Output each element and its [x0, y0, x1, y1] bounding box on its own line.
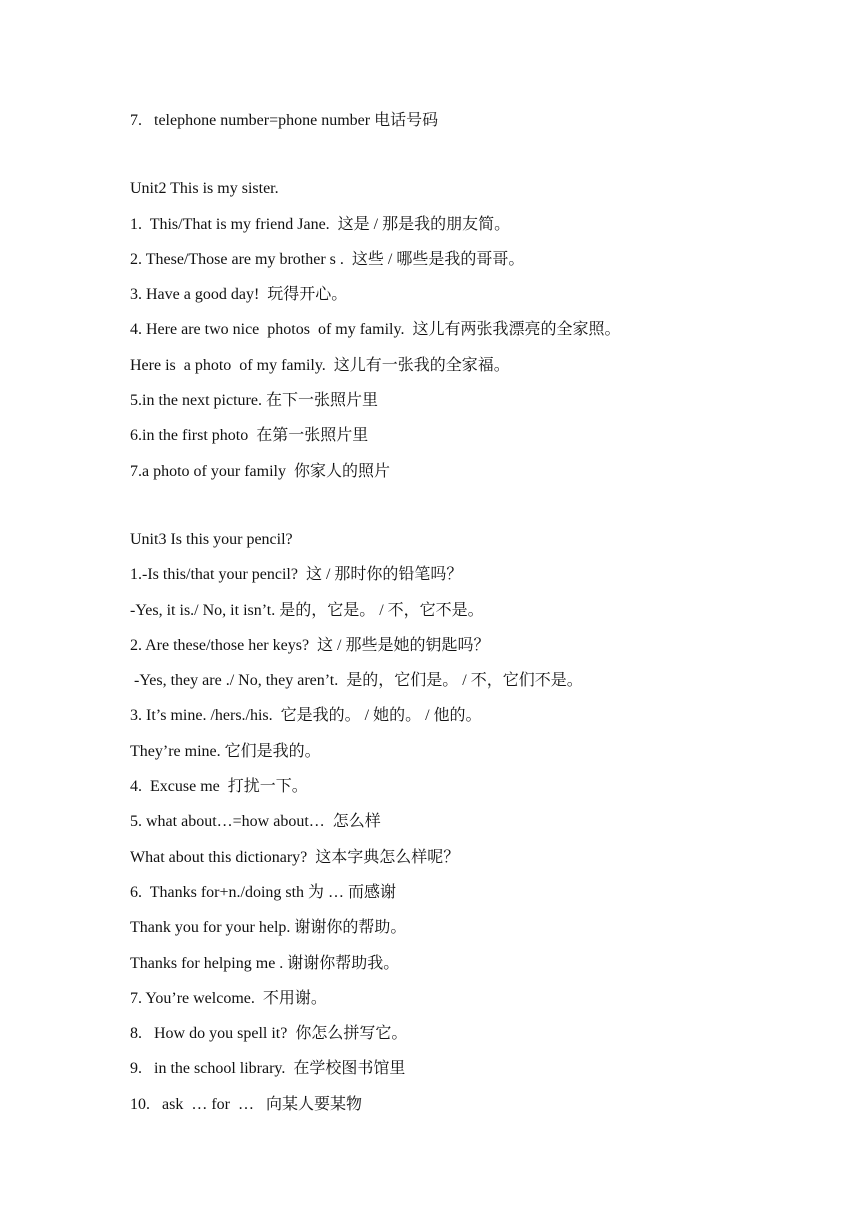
- unit3-item-3-example: They’re mine. 它们是我的。: [130, 742, 321, 760]
- paragraph-spacer: [130, 138, 810, 171]
- unit2-item-1: 1. This/That is my friend Jane. 这是 / 那是我的朋友简。: [130, 215, 511, 233]
- unit1-item-7: 7. telephone number=phone number 电话号码: [130, 112, 439, 129]
- unit2-item-4: 4. Here are two nice photos of my family. 这儿有两张我漂亮的全家照。: [130, 321, 621, 339]
- unit3-item-5: 5. what about…=how about… 怎么样: [130, 813, 381, 831]
- unit3-item-1: 1.-Is this/that your pencil? 这 / 那时你的铅笔吗？: [130, 566, 463, 584]
- unit2-item-7: 7.a photo of your family 你家人的照片: [130, 462, 390, 480]
- document-body: [130, 103, 810, 1122]
- unit3-heading: Unit3 Is this your pencil?: [130, 530, 293, 548]
- unit3-item-6-example-1: Thank you for your help. 谢谢你的帮助。: [130, 919, 407, 937]
- unit2-item-5: 5.in the next picture. 在下一张照片里: [130, 392, 378, 410]
- unit3-item-6-example-2: Thanks for helping me . 谢谢你帮助我。: [130, 954, 400, 972]
- unit3-item-2-answer: -Yes, they are ./ No, they aren’t. 是的，它们是。 / 不，它们不是。: [130, 672, 583, 690]
- unit2-item-6: 6.in the first photo 在第一张照片里: [130, 427, 369, 445]
- unit2-item-2: 2. These/Those are my brother s . 这些 / 哪些是我的哥哥。: [130, 250, 525, 268]
- unit3-item-2: 2. Are these/those her keys? 这 / 那些是她的钥匙吗？: [130, 636, 490, 654]
- unit3-item-5-example: What about this dictionary? 这本字典怎么样呢？: [130, 848, 460, 866]
- unit3-item-10: 10. ask … for … 向某人要某物: [130, 1095, 362, 1113]
- unit2-heading: Unit2 This is my sister.: [130, 180, 279, 198]
- unit2-item-3: 3. Have a good day! 玩得开心。: [130, 286, 348, 304]
- unit3-item-8: 8. How do you spell it? 你怎么拼写它。: [130, 1025, 408, 1043]
- paragraph-spacer: [130, 489, 810, 522]
- unit2-item-4-example: Here is a photo of my family. 这儿有一张我的全家福。: [130, 356, 510, 374]
- unit3-item-7: 7. You’re welcome. 不用谢。: [130, 989, 327, 1007]
- unit3-item-9: 9. in the school library. 在学校图书馆里: [130, 1060, 406, 1078]
- unit3-item-1-answer: -Yes, it is./ No, it isn’t. 是的，它是。 / 不，它不是。: [130, 601, 484, 619]
- unit3-item-3: 3. It’s mine. /hers./his. 它是我的。 / 她的。 / 他的。: [130, 707, 482, 725]
- unit3-item-6: 6. Thanks for+n./doing sth 为 … 而感谢: [130, 883, 397, 901]
- unit3-item-4: 4. Excuse me 打扰一下。: [130, 778, 308, 796]
